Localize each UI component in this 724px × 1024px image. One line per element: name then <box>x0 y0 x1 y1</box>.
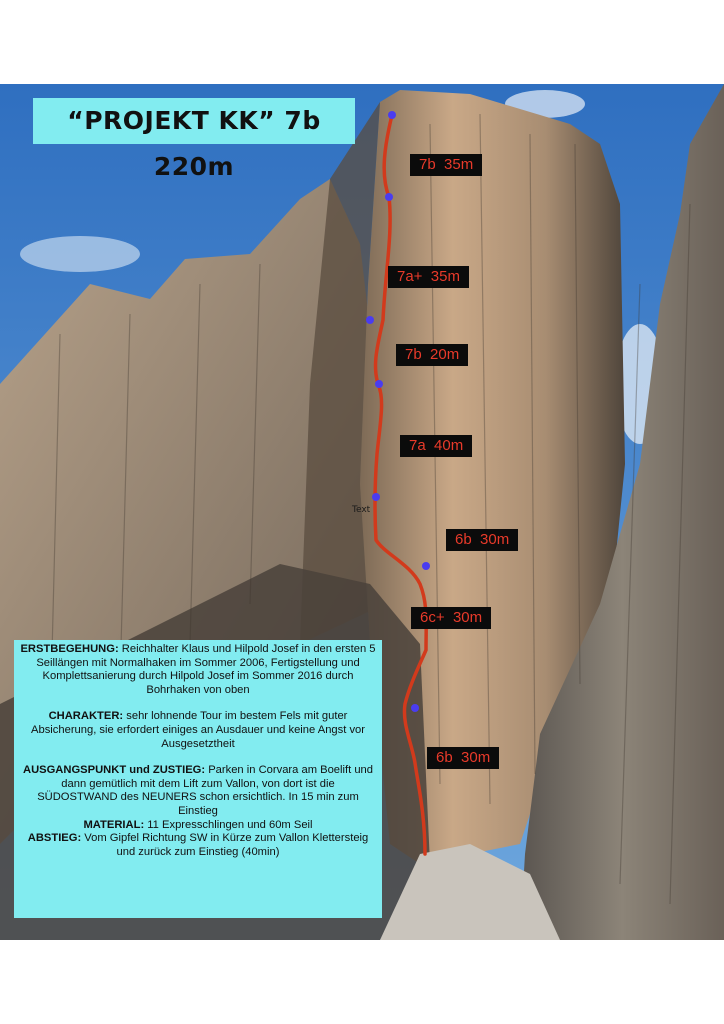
pitch-label-3: 7b 20m <box>396 344 468 366</box>
zustieg-paragraph: AUSGANGSPUNKT und ZUSTIEG: Parken in Corvara am Boelift und dann gemütlich mit dem Lift zum Vallon, von dort ist die SÜDOSTWAND des NEUNERS schon ersichtlich. In 15 min zum Einstieg <box>22 764 373 817</box>
charakter-paragraph: CHARAKTER: sehr lohnende Tour im bestem Fels mit guter Absicherung, sie erfordert einiges an Ausdauer und keine Angst vor Ausgesetztheit <box>31 710 365 750</box>
belay-annotation: Text <box>352 505 371 515</box>
pitch-label-7: 6b 30m <box>427 747 499 769</box>
pitch-label-5: 6b 30m <box>446 529 518 551</box>
pitch-label-6: 6c+ 30m <box>411 607 491 629</box>
pitch-label-2: 7a+ 35m <box>388 266 469 288</box>
erstbegehung-paragraph: ERSTBEGEHUNG: Reichhalter Klaus und Hilpold Josef in den ersten 5 Seillängen mit Normalhaken im Sommer 2006, Fertigstellung und Komplettsanierung durch Hilpold Josef im Sommer 2016 durch Bohrhaken von oben <box>20 643 376 696</box>
route-info-box <box>14 640 382 918</box>
route-title: “PROJEKT KK” 7b 220m <box>33 98 355 144</box>
pitch-label-1: 7b 35m <box>410 154 482 176</box>
material-paragraph: MATERIAL: 11 Expresschlingen und 60m Seil <box>83 818 313 831</box>
abstieg-paragraph: ABSTIEG: Vom Gipfel Richtung SW in Kürze zum Vallon Klettersteig und zurück zum Einstieg (40min) <box>27 832 369 858</box>
pitch-label-4: 7a 40m <box>400 435 472 457</box>
